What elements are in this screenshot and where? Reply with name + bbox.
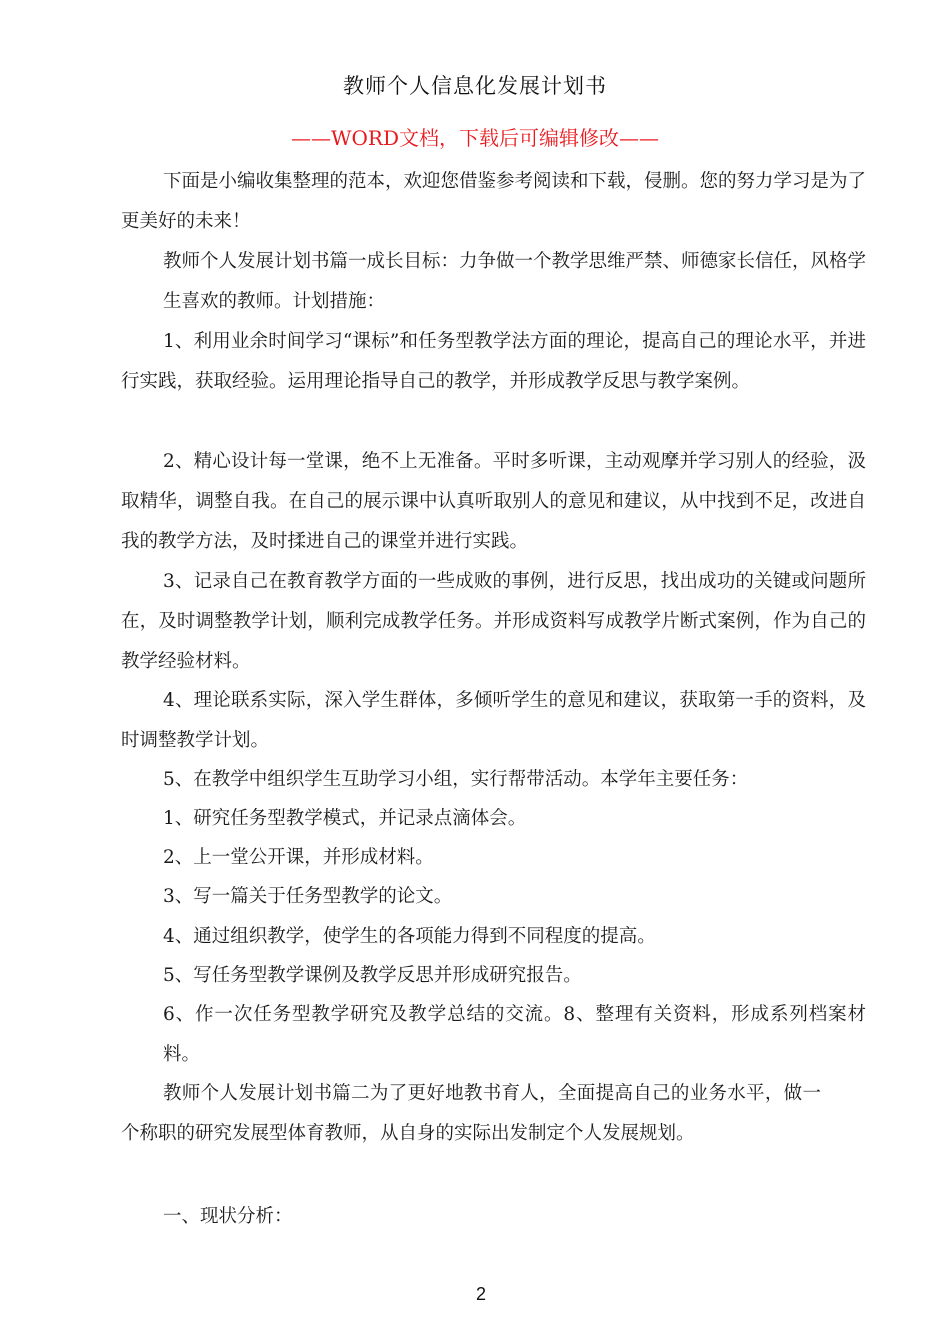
document-subtitle: ——WORD文档，下载后可编辑修改——	[290, 126, 660, 150]
document-title: 教师个人信息化发展计划书	[343, 74, 607, 98]
measure-3-paragraph: 3、记录自己在教育教学方面的一些成败的事例，进行反思，找出成功的关键或问题所在，及时调整教学计划，顺利完成教学任务。并形成资料写成教学片断式案例，作为自己的教学经验材料。	[121, 571, 866, 672]
plan-one-intro-paragraph: 教师个人发展计划书篇一成长目标：力争做一个教学思维严禁、师德家长信任，风格学生喜欢的教师。计划措施：	[163, 251, 867, 312]
page-number: 2	[475, 1284, 486, 1304]
plan-two-intro-paragraph: 教师个人发展计划书篇二为了更好地教书育人，全面提高自己的业务水平，做一个称职的研究发展型体育教师，从自身的实际出发制定个人发展规划。	[121, 1083, 821, 1144]
task-5-paragraph: 5、写任务型教学课例及教学反思并形成研究报告。	[163, 965, 582, 986]
intro-paragraph: 下面是小编收集整理的范本，欢迎您借鉴参考阅读和下载，侵删。您的努力学习是为了更美好的未来！	[121, 171, 867, 232]
measure-4-paragraph: 4、理论联系实际，深入学生群体，多倾听学生的意见和建议，获取第一手的资料，及时调整教学计划。	[121, 690, 866, 751]
task-3-paragraph: 3、写一篇关于任务型教学的论文。	[163, 886, 453, 907]
measure-5-paragraph: 5、在教学中组织学生互助学习小组，实行帮带活动。本学年主要任务：	[163, 769, 749, 790]
measure-1-paragraph: 1、利用业余时间学习“课标”和任务型教学法方面的理论，提高自己的理论水平，并进行实践，获取经验。运用理论指导自己的教学，并形成教学反思与教学案例。	[121, 331, 866, 392]
task-1-paragraph: 1、研究任务型教学模式，并记录点滴体会。	[163, 808, 527, 829]
task-6-paragraph: 6、作一次任务型教学研究及教学总结的交流。8、整理有关资料，形成系列档案材料。	[163, 1004, 866, 1065]
task-2-paragraph: 2、上一堂公开课，并形成材料。	[163, 847, 434, 868]
task-4-paragraph: 4、通过组织教学，使学生的各项能力得到不同程度的提高。	[163, 926, 656, 947]
measure-2-paragraph: 2、精心设计每一堂课，绝不上无准备。平时多听课，主动观摩并学习别人的经验，汲取精华，调整自我。在自己的展示课中认真听取别人的意见和建议，从中找到不足，改进自我的教学方法，及时揉进自己的课堂并进行实践。	[121, 451, 866, 552]
section-heading-status-analysis: 一、现状分析：	[163, 1206, 293, 1227]
